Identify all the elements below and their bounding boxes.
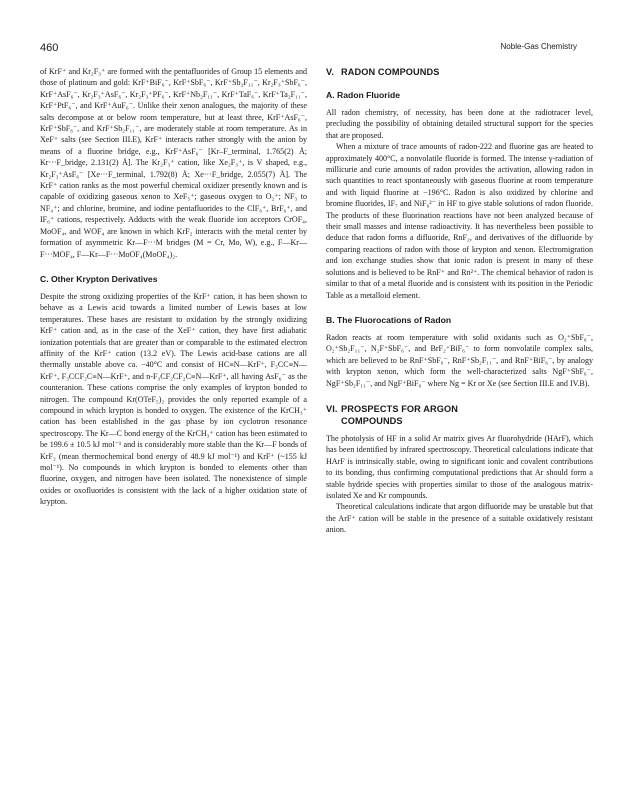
right-paragraph-4: The photolysis of HF in a solid Ar matrix gives Ar fluorohydride (HArF), which has been identified by infrared spectroscopy. Theoretical calculations indicate that HArF is intrinsically stable, owing to significant ionic and covalent contributions to its bonding, thus confirming computational predictions that Ar should form a stable hydride species with properties similar to those of the analogous matrix-isolated Xe and Kr compounds. xyxy=(326,433,593,500)
chapter-heading-vi xyxy=(326,403,593,415)
right-paragraph-1: All radon chemistry, of necessity, has been done at the radiotracer level, precluding the possibility of obtaining detailed structural support for the species that are proposed. xyxy=(326,108,593,140)
section-heading-b: B. The Fluorocations of Radon xyxy=(326,314,452,325)
section-heading-a: A. Radon Fluoride xyxy=(326,90,400,100)
right-paragraph-2: When a mixture of trace amounts of radon-222 and fluorine gas are heated to approximately 400°C, a nonvolatile fluoride is formed. The intense γ-radiation of millicurie and curie amounts of radon provides the activation, allowing radon in such quantities to react spontaneously with gaseous fluorine at room temperature and with liquid fluorine at −196°C. Radon is also oxidized by chlorine and bromine fluorides, IF₇ and NiF₆²⁻ in HF to give stable solutions of radon fluoride. The products of these fluorination reactions have not been analyzed because of their small masses and intense radioactivity. It has nevertheless been possible to deduce that radon forms a difluoride, RnF₂, and derivatives of the difluoride by comparing reactions of radon with those of krypton and xenon. Electromigration and ion exchange studies show that ionic radon is present in many of these solutions and is believed to be RnF⁺ and Rn²⁺. The chemical behavior of radon is similar to that of a metal fluoride and is consistent with its position in the Periodic Table as a metalloid element. xyxy=(326,142,593,300)
section-heading-c: C. Other Krypton Derivatives xyxy=(40,273,158,284)
running-head: Noble-Gas Chemistry xyxy=(500,42,577,51)
heading-vi-line2: COMPOUNDS xyxy=(341,415,403,426)
heading-v-text: RADON COMPOUNDS xyxy=(341,67,440,77)
right-paragraph-5: Theoretical calculations indicate that argon difluoride may be unstable but that the ArF⁺ cation will be stable in the presence of a suitable oxidatively resistant anion. xyxy=(326,502,593,535)
left-column xyxy=(40,66,307,508)
chapter-heading-v xyxy=(326,66,593,78)
left-paragraph-2: Despite the strong oxidizing properties of the KrF⁺ cation, it has been shown to behave as a Lewis acid towards a limited number of Lewis bases at low temperatures. These bases are resistant to oxidation by the strongly oxidizing KrF⁺ cation and, as in the case of the XeF⁺ cation, they have first adiabatic ionization potentials that are greater than or comparable to the estimated electron affinity of the KrF⁺ cation (13.2 eV). The Lewis acid-base cations are all thermally unstable above ca. −40°C and consist of HC≡N—KrF⁺, F₃CC≡N—KrF⁺, F₃CCF₂C≡N—KrF⁺, and n-F₃CF₂CF₂C≡N—KrF⁺, all having AsF₆⁻ as the counteranion. These cations comprise the only examples of krypton bonded to nitrogen. The compound Kr(OTeF₅)₂ provides the only reported example of a compound in which krypton is bonded to oxygen. The existence of the KrCH₃⁺ cation has been established in the gas phase by ion cyclotron resonance spectroscopy. The Kr—C bond energy of the KrCH₃⁺ cation has been estimated to be 199.6 ± 10.5 kJ mol⁻¹ and is considerably more stable than the Kr—F bonds of KrF₂ (mean thermochemical bond energy of 48.9 kJ mol⁻¹) and KrF⁺ (~155 kJ mol⁻¹). No compounds in which krypton is bonded to elements other than fluorine, oxygen, and nitrogen have been isolated. The nonexistence of simple oxides or oxofluorides is consistent with the lack of a higher oxidation state of krypton. xyxy=(40,291,307,507)
right-paragraph-3: Radon reacts at room temperature with solid oxidants such as O₂⁺SbF₆⁻, O₂⁺Sb₂F₁₁⁻, N₂F⁺SbF₆⁻, and BrF₂⁺BiF₆⁻ to form nonvolatile complex salts, which are believed to be RnF⁺SbF₆⁻, RnF⁺Sb₂F₁₁⁻, and RnF⁺BiF₆⁻, by analogy with krypton xenon, which form the well-characterized salts NgF⁺SbF₆⁻, NgF⁺Sb₂F₁₁⁻, and NgF⁺BiF₆⁻ where Ng = Kr or Xe (see Section III.E and IV.B). xyxy=(326,332,593,388)
left-paragraph-1: of KrF⁺ and Kr₂F₃⁺ are formed with the pentafluorides of Group 15 elements and those of platinum and gold: KrF⁺BiF₆⁻, KrF⁺SbF₆⁻, KrF⁺Sb₂F₁₁⁻, Kr₂F₃⁺SbF₆⁻, KrF⁺AsF₆⁻, Kr₂F₃⁺AsF₆⁻, Kr₂F₃⁺PF₆⁻, KrF⁺Nb₂F₁₁⁻, KrF⁺TaF₆⁻, KrF⁺Ta₂F₁₁⁻, KrF⁺PtF₆⁻, and KrF⁺AuF₆⁻. Unlike their xenon analogues, the majority of these salts decompose at or below room temperature, but at least three, KrF⁺AsF₆⁻, KrF⁺SbF₆⁻, and KrF⁺Sb₂F₁₁⁻, are moderately stable at room temperature. As in XeF⁺ salts (see Section III.E), KrF⁺ interacts rather strongly with the anion by means of a fluorine bridge, e.g., KrF⁺AsF₆⁻ [Kr–F_terminal, 1.765(2) Å; Kr···F_bridge, 2.131(2) Å]. The Kr₂F₃⁺ cation, like Xe₂F₃⁺, is V shaped, e.g., Kr₂F₃⁺AsF₆⁻ [Xe···F_terminal, 1.792(8) Å; Xe···F_bridge, 2.055(7) Å]. The KrF⁺ cation ranks as the most powerful chemical oxidizer presently known and is capable of oxidizing gaseous xenon to XeF₅⁺; gaseous oxygen to O₂⁺; NF₃ to NF₄⁺; and chlorine, bromine, and iodine pentafluorides to the ClF₆⁺, BrF₆⁺, and IF₆⁺ cations, respectively. Adducts with the weak fluoride ion acceptors CrOF₄, MoOF₄, and WOF₄ are known in which KrF₂ interacts with the metal center by formation of asymmetric Kr—F···M bridges (M = Cr, Mo, W), e.g., F—Kr—F···MOF₄, F—Kr—F···MoOF₄(MoOF₄)₂. xyxy=(40,67,307,259)
heading-vi-number: VI. xyxy=(326,403,338,414)
heading-v-number: V. xyxy=(326,67,335,77)
page-number: 460 xyxy=(40,42,59,54)
right-column xyxy=(326,66,593,536)
heading-vi-line1: PROSPECTS FOR ARGON xyxy=(341,403,458,414)
